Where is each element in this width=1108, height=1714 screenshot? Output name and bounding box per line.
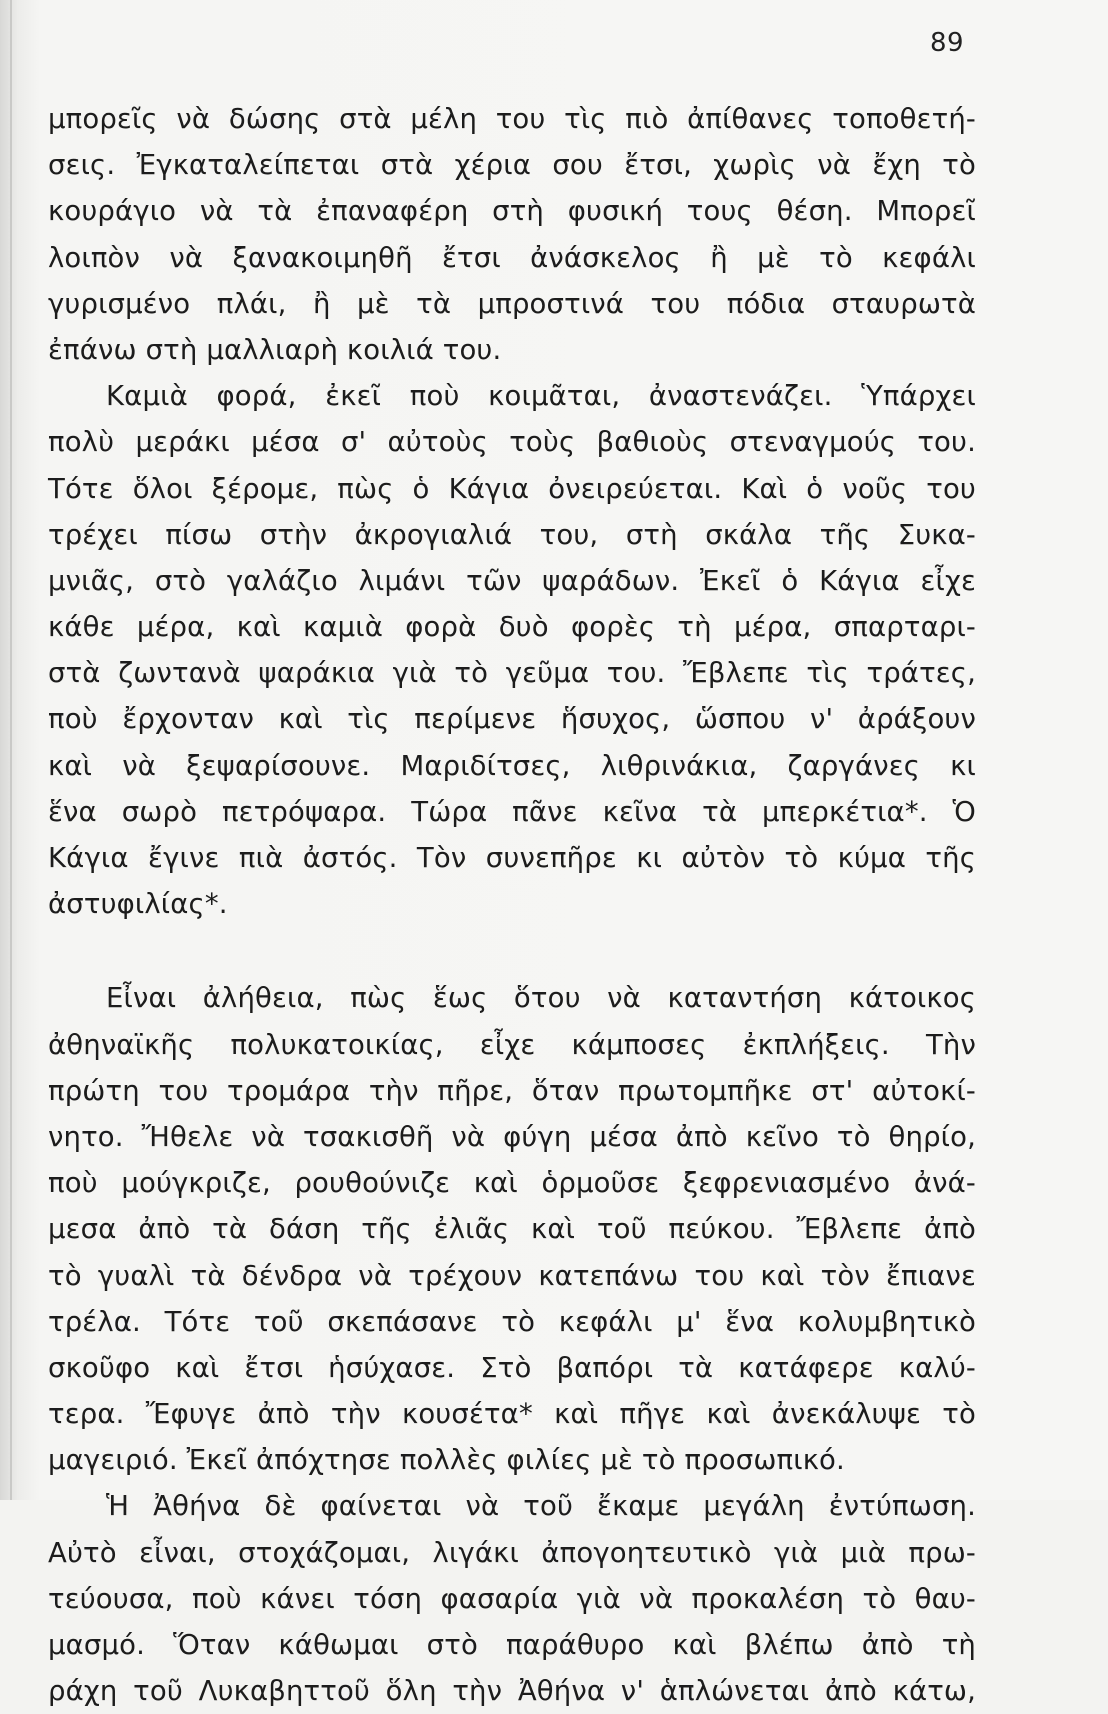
text-line: στὰ ζωντανὰ ψαράκια γιὰ τὸ γεῦμα του. Ἔβλεπε τὶς τράτες, [48, 657, 976, 690]
text-line: Καμιὰ φορά, ἐκεῖ ποὺ κοιμᾶται, ἀναστενάζει. Ὑπάρχει [106, 380, 976, 413]
text-line: τὸ γυαλὶ τὰ δένδρα νὰ τρέχουν κατεπάνω του καὶ τὸν ἔπιανε [48, 1259, 976, 1292]
text-line: ἀθηναϊκῆς πολυκατοικίας, εἶχε κάμποσες ἐκπλήξεις. Τὴν [48, 1028, 976, 1061]
text-line: μπορεῖς νὰ δώσης στὰ μέλη του τὶς πιὸ ἀπίθανες τοποθετή- [48, 103, 976, 135]
text-line: νητο. Ἤθελε νὰ τσακισθῆ νὰ φύγη μέσα ἀπὸ κεῖνο τὸ θηρίο, [48, 1120, 976, 1153]
text-line: ποὺ ἔρχονταν καὶ τὶς περίμενε ἥσυχος, ὥσπου ν' ἀράξουν [48, 703, 976, 736]
text-line: σκοῦφο καὶ ἔτσι ἡσύχασε. Στὸ βαπόρι τὰ κατάφερε καλύ- [48, 1351, 976, 1384]
text-line: Κάγια ἔγινε πιὰ ἀστός. Τὸν συνεπῆρε κι αὐτὸν τὸ κύμα τῆς [48, 842, 976, 874]
text-line: κουράγιο νὰ τὰ ἐπαναφέρη στὴ φυσική τους θέση. Μπορεῖ [48, 195, 976, 228]
text-line: Αὐτὸ εἶναι, στοχάζομαι, λιγάκι ἀπογοητευτικὸ γιὰ μιὰ πρω- [48, 1536, 976, 1569]
page-number: 89 [930, 28, 965, 58]
text-line: μασμό. Ὅταν κάθωμαι στὸ παράθυρο καὶ βλέπω ἀπὸ τὴ [48, 1629, 976, 1661]
text-line: μαγειριό. Ἐκεῖ ἀπόχτησε πολλὲς φιλίες μὲ τὸ προσωπικό. [48, 1444, 845, 1477]
text-line: ποὺ μούγκριζε, ρουθούνιζε καὶ ὁρμοῦσε ξεφρενιασμένο ἀνά- [48, 1167, 976, 1200]
paragraph-4 [48, 1483, 976, 1714]
text-line: τεύουσα, ποὺ κάνει τόση φασαρία γιὰ νὰ προκαλέση τὸ θαυ- [48, 1582, 976, 1615]
text-line: λοιπὸν νὰ ξανακοιμηθῆ ἔτσι ἀνάσκελος ἢ μὲ τὸ κεφάλι [48, 241, 976, 274]
text-line: πρώτη του τρομάρα τὴν πῆρε, ὅταν πρωτομπῆκε στ' αὐτοκί- [48, 1074, 976, 1107]
binding-shadow [10, 0, 12, 1500]
text-line: τρέλα. Τότε τοῦ σκεπάσανε τὸ κεφάλι μ' ἕνα κολυμβητικὸ [48, 1305, 976, 1338]
text-line: ἐπάνω στὴ μαλλιαρὴ κοιλιά του. [48, 333, 502, 366]
text-line: τρέχει πίσω στὴν ἀκρογιαλιά του, στὴ σκάλα τῆς Συκα- [48, 518, 976, 551]
text-line: Ἡ Ἀθήνα δὲ φαίνεται νὰ τοῦ ἔκαμε μεγάλη ἐντύπωση. [106, 1490, 976, 1523]
text-line: πολὺ μεράκι μέσα σ' αὐτοὺς τοὺς βαθιοὺς στεναγμούς του. [48, 426, 976, 459]
text-line: κάθε μέρα, καὶ καμιὰ φορὰ δυὸ φορὲς τὴ μέρα, σπαρταρι- [48, 611, 976, 644]
paragraph-2 [48, 373, 976, 927]
text-line: Εἶναι ἀλήθεια, πὼς ἕως ὅτου νὰ καταντήση κάτοικος [106, 982, 976, 1015]
text-line: ράχη τοῦ Λυκαβηττοῦ ὅλη τὴν Ἀθήνα ν' ἁπλώνεται ἀπὸ κάτω, [48, 1675, 976, 1708]
text-line: καὶ νὰ ξεψαρίσουνε. Μαριδίτσες, λιθρινάκια, ζαργάνες κι [48, 749, 976, 782]
text-line: ἀστυφιλίας*. [48, 888, 228, 921]
text-line: τερα. Ἔφυγε ἀπὸ τὴν κουσέτα* καὶ πῆγε καὶ ἀνεκάλυψε τὸ [48, 1398, 976, 1431]
text-line: Τότε ὅλοι ξέρομε, πὼς ὁ Κάγια ὀνειρεύεται. Καὶ ὁ νοῦς του [48, 472, 976, 505]
text-line: μεσα ἀπὸ τὰ δάση τῆς ἐλιᾶς καὶ τοῦ πεύκου. Ἔβλεπε ἀπὸ [48, 1213, 976, 1246]
paragraph-3 [48, 975, 976, 1483]
paragraph-1 [48, 96, 976, 373]
text-line: ἕνα σωρὸ πετρόψαρα. Τώρα πᾶνε κεῖνα τὰ μπερκέτια*. Ὁ [48, 795, 976, 828]
text-line: γυρισμένο πλάι, ἢ μὲ τὰ μπροστινά του πόδια σταυρωτὰ [48, 287, 976, 320]
text-line: μνιᾶς, στὸ γαλάζιο λιμάνι τῶν ψαράδων. Ἐκεῖ ὁ Κάγια εἶχε [48, 564, 976, 597]
section-break [48, 927, 976, 975]
body-text [48, 96, 976, 1714]
text-line: σεις. Ἐγκαταλείπεται στὰ χέρια σου ἔτσι, χωρὶς νὰ ἔχη τὸ [48, 149, 976, 182]
